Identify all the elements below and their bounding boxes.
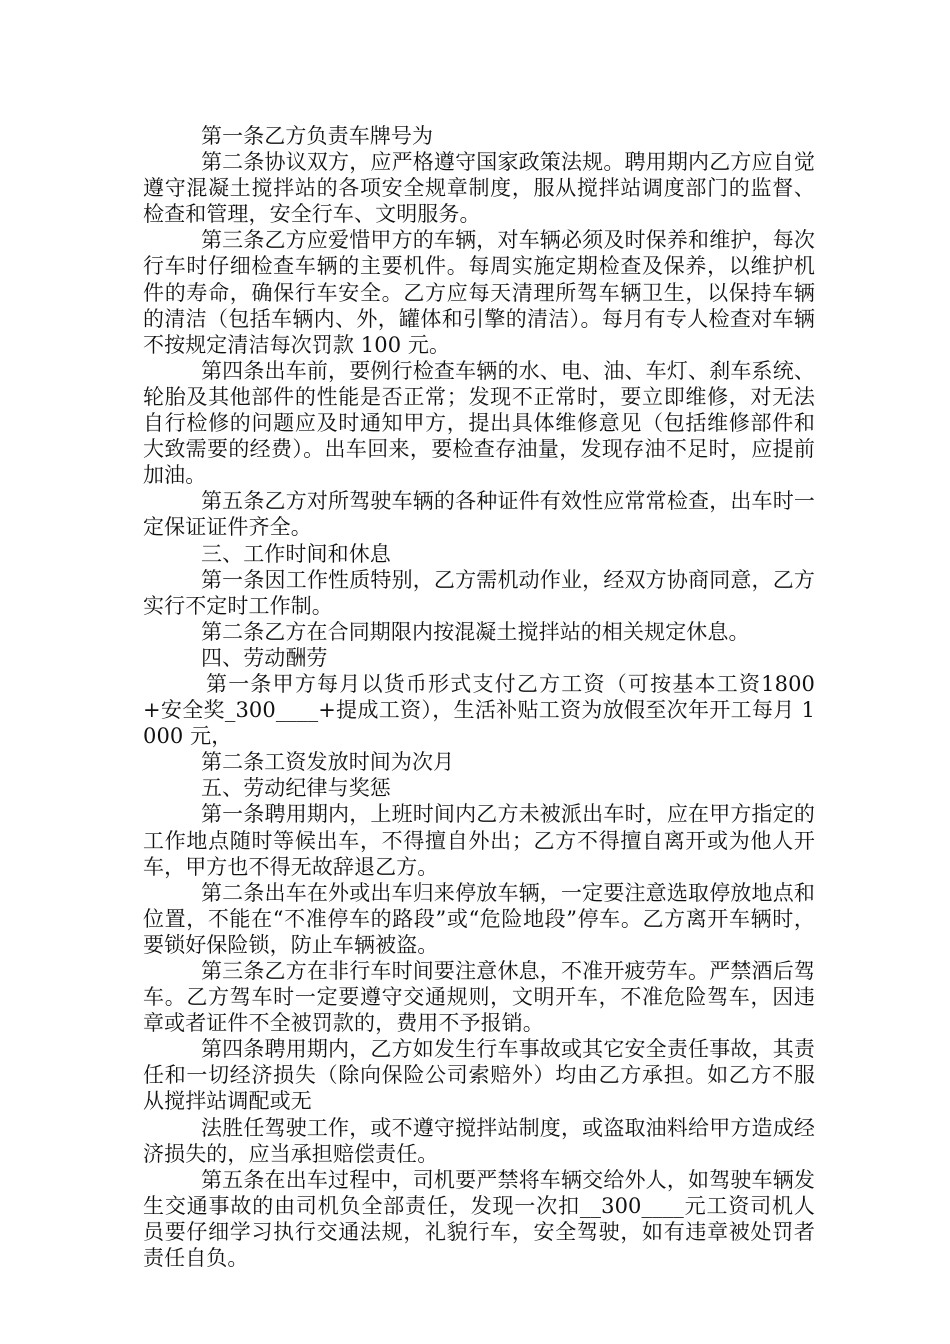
paragraph-discipline-4-continued: 法胜任驾驶工作，或不遵守搅拌站制度，或盗取油料给甲方造成经济损失的，应当承担赔偿责任。 [143, 1115, 815, 1166]
section-heading-work-hours: 三、工作时间和休息 [201, 541, 391, 566]
paragraph-discipline-5: 第五条在出车过程中，司机要严禁将车辆交给外人，如驾驶车辆发生交通事故的由司机负全部责任，发现一次扣__300____元工资司机人员要仔细学习执行交通法规，礼貌行车，安全驾驶，如有违章被处罚者责任自负。 [143, 1167, 815, 1271]
paragraph-work-hours-1: 第一条因工作性质特别，乙方需机动作业，经双方协商同意，乙方实行不定时工作制。 [143, 567, 815, 618]
paragraph-article-4-inspection: 第四条出车前，要例行检查车辆的水、电、油、车灯、刹车系统、轮胎及其他部件的性能是否正常；发现不正常时，要立即维修，对无法自行检修的问题应及时通知甲方，提出具体维修意见（包括维修部件和大致需要的经费）。出车回来，要检查存油量，发现存油不足时，应提前加油。 [143, 358, 815, 488]
document-body [143, 123, 815, 1271]
paragraph-article-2-compliance: 第二条协议双方，应严格遵守国家政策法规。聘用期内乙方应自觉遵守混凝土搅拌站的各项安全规章制度，服从搅拌站调度部门的监督、检查和管理，安全行车、文明服务。 [143, 150, 815, 227]
section-heading-discipline: 五、劳动纪律与奖惩 [201, 776, 391, 801]
section-heading-remuneration: 四、劳动酬劳 [201, 645, 328, 670]
paragraph-discipline-4: 第四条聘用期内，乙方如发生行车事故或其它安全责任事故，其责任和一切经济损失（除向保险公司索赔外）均由乙方承担。如乙方不服从搅拌站调配或无 [143, 1037, 815, 1114]
paragraph-remuneration-2: 第二条工资发放时间为次月 [201, 750, 455, 775]
paragraph-work-hours-2: 第二条乙方在合同期限内按混凝土搅拌站的相关规定休息。 [201, 619, 750, 644]
paragraph-discipline-1: 第一条聘用期内，上班时间内乙方未被派出车时，应在甲方指定的工作地点随时等候出车，不得擅自外出；乙方不得擅自离开或为他人开车，甲方也不得无故辞退乙方。 [143, 802, 815, 879]
paragraph-discipline-3: 第三条乙方在非行车时间要注意休息，不准开疲劳车。严禁酒后驾车。乙方驾车时一定要遵守交通规则，文明开车，不准危险驾车，因违章或者证件不全被罚款的，费用不予报销。 [143, 959, 815, 1036]
paragraph-article-3-maintenance: 第三条乙方应爱惜甲方的车辆，对车辆必须及时保养和维护，每次行车时仔细检查车辆的主要机件。每周实施定期检查及保养，以维护机件的寿命，确保行车安全。乙方应每天清理所驾车辆卫生，以保持车辆的清洁（包括车辆内、外，罐体和引擎的清洁）。每月有专人检查对车辆不按规定清洁每次罚款 100 元。 [143, 228, 815, 357]
paragraph-discipline-2: 第二条出车在外或出车归来停放车辆，一定要注意选取停放地点和位置，不能在“不准停车的路段”或“危险地段”停车。乙方离开车辆时，要锁好保险锁，防止车辆被盗。 [143, 880, 815, 957]
paragraph-article-5-documents: 第五条乙方对所驾驶车辆的各种证件有效性应常常检查，出车时一定保证证件齐全。 [143, 489, 815, 540]
paragraph-remuneration-1: 第一条甲方每月以货币形式支付乙方工资（可按基本工资1800+安全奖_300____+提成工资），生活补贴工资为放假至次年开工每月 1000 元， [143, 671, 815, 749]
paragraph-article-1-plate: 第一条乙方负责车牌号为 [201, 124, 434, 148]
